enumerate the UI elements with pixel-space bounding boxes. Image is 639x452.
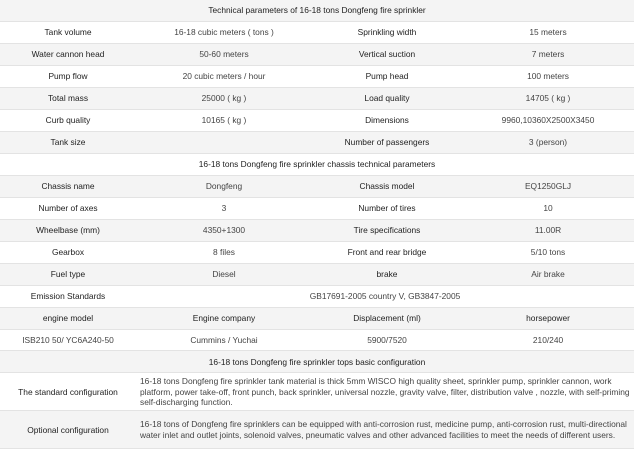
spec-row — [0, 175, 634, 197]
emission-row — [0, 285, 634, 307]
spec-label: Chassis name — [0, 175, 136, 197]
config-label: Optional configuration — [0, 411, 136, 449]
emission-value: GB17691-2005 country V, GB3847-2005 — [136, 285, 634, 307]
spec-value: Air brake — [462, 263, 634, 285]
section-title-row — [0, 351, 634, 373]
spec-label: Number of passengers — [312, 131, 462, 153]
spec-value: EQ1250GLJ — [462, 175, 634, 197]
spec-value: 3 — [136, 197, 312, 219]
main-title: Technical parameters of 16-18 tons Dongfeng fire sprinkler — [0, 0, 634, 21]
spec-value: 8 files — [136, 241, 312, 263]
spec-value: 100 meters — [462, 65, 634, 87]
spec-row — [0, 65, 634, 87]
spec-label: Wheelbase (mm) — [0, 219, 136, 241]
spec-label: Fuel type — [0, 263, 136, 285]
spec-label: Number of axes — [0, 197, 136, 219]
spec-label: Tank volume — [0, 21, 136, 43]
section-title-row — [0, 153, 634, 175]
spec-label: Pump flow — [0, 65, 136, 87]
spec-value: 3 (person) — [462, 131, 634, 153]
config-text: 16-18 tons of Dongfeng fire sprinklers can be equipped with anti-corrosion rust, medicine pump, anti-corrosion rust, multi-directional water inlet and outlet joints, solenoid valves, pneumatic valves and other advanced facilities to meet the needs of different users. — [136, 411, 634, 449]
tops-section-title: 16-18 tons Dongfeng fire sprinkler tops basic configuration — [0, 351, 634, 373]
spec-label: Dimensions — [312, 109, 462, 131]
config-text: 16-18 tons Dongfeng fire sprinkler tank material is thick 5mm WISCO high quality sheet, sprinkler pump, sprinkler cannon, work platform, power take-off, front punch, back sprinkler, universal nozzle, gravity valve, filter, distribution valve , nozzle, with self-priming self-discharging function. — [136, 373, 634, 411]
spec-label: Water cannon head — [0, 43, 136, 65]
spec-row — [0, 197, 634, 219]
engine-header-cell: Displacement (ml) — [312, 307, 462, 329]
spec-row — [0, 109, 634, 131]
spec-label: Chassis model — [312, 175, 462, 197]
spec-row — [0, 241, 634, 263]
emission-label: Emission Standards — [0, 285, 136, 307]
spec-row — [0, 43, 634, 65]
engine-header-row — [0, 307, 634, 329]
spec-value: 4350+1300 — [136, 219, 312, 241]
spec-row — [0, 87, 634, 109]
spec-value — [136, 131, 312, 153]
spec-label: Pump head — [312, 65, 462, 87]
spec-value: 7 meters — [462, 43, 634, 65]
engine-value-cell: 5900/7520 — [312, 329, 462, 351]
spec-label: Sprinkling width — [312, 21, 462, 43]
config-row — [0, 373, 634, 411]
engine-value-cell: Cummins / Yuchai — [136, 329, 312, 351]
config-row — [0, 411, 634, 449]
spec-label: Tire specifications — [312, 219, 462, 241]
title-row — [0, 0, 634, 21]
engine-header-cell: Engine company — [136, 307, 312, 329]
spec-row — [0, 21, 634, 43]
spec-value: 11.00R — [462, 219, 634, 241]
engine-header-cell: horsepower — [462, 307, 634, 329]
spec-label: Front and rear bridge — [312, 241, 462, 263]
spec-value: 10 — [462, 197, 634, 219]
spec-label: brake — [312, 263, 462, 285]
spec-label: Gearbox — [0, 241, 136, 263]
spec-label: Number of tires — [312, 197, 462, 219]
engine-value-cell: ISB210 50/ YC6A240-50 — [0, 329, 136, 351]
spec-value: 5/10 tons — [462, 241, 634, 263]
spec-label: Total mass — [0, 87, 136, 109]
chassis-section-title: 16-18 tons Dongfeng fire sprinkler chassis technical parameters — [0, 153, 634, 175]
spec-row — [0, 263, 634, 285]
spec-label: Vertical suction — [312, 43, 462, 65]
spec-value: 20 cubic meters / hour — [136, 65, 312, 87]
spec-value: 25000 ( kg ) — [136, 87, 312, 109]
spec-value: Dongfeng — [136, 175, 312, 197]
spec-value: 9960,10360X2500X3450 — [462, 109, 634, 131]
config-label: The standard configuration — [0, 373, 136, 411]
engine-value-cell: 210/240 — [462, 329, 634, 351]
spec-label: Curb quality — [0, 109, 136, 131]
spec-value: 50-60 meters — [136, 43, 312, 65]
spec-label: Load quality — [312, 87, 462, 109]
spec-value: 14705 ( kg ) — [462, 87, 634, 109]
spec-value: 16-18 cubic meters ( tons ) — [136, 21, 312, 43]
spec-value: 15 meters — [462, 21, 634, 43]
spec-value: 10165 ( kg ) — [136, 109, 312, 131]
engine-header-cell: engine model — [0, 307, 136, 329]
spec-row — [0, 131, 634, 153]
spec-label: Tank size — [0, 131, 136, 153]
spec-value: Diesel — [136, 263, 312, 285]
engine-values-row — [0, 329, 634, 351]
spec-row — [0, 219, 634, 241]
